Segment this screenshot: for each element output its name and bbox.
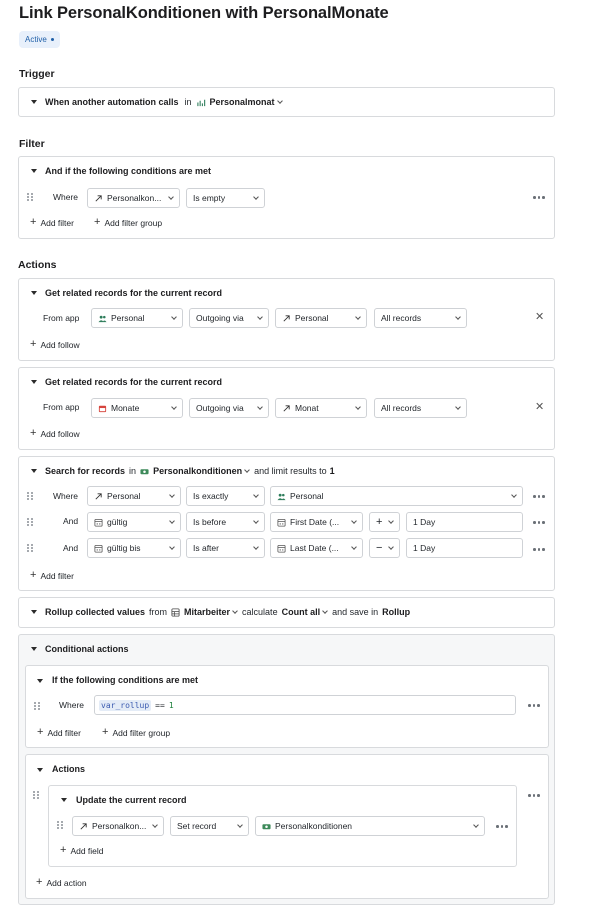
table-icon — [171, 608, 180, 617]
money-icon — [262, 822, 271, 831]
link-select[interactable]: Monat — [275, 398, 367, 418]
section-actions: Actions — [18, 259, 57, 271]
calendar-field-icon — [94, 544, 103, 553]
link-arrow-icon — [94, 492, 103, 501]
more-options-icon[interactable] — [496, 825, 508, 828]
search-field-select[interactable]: Personal — [87, 486, 181, 506]
filter-field-select[interactable]: Personalkon... — [87, 188, 180, 208]
filter-header: And if the following conditions are met — [45, 166, 211, 176]
condition-card — [25, 665, 549, 748]
collapse-icon[interactable] — [37, 768, 43, 772]
collapse-icon[interactable] — [31, 100, 37, 104]
and-label: And — [63, 516, 79, 526]
action1-header: Get related records for the current record — [45, 288, 223, 298]
calendar-field-icon — [277, 544, 286, 553]
collapse-icon[interactable] — [31, 469, 37, 473]
close-icon[interactable]: ✕ — [535, 401, 545, 413]
trigger-text: When another automation calls — [45, 97, 179, 107]
from-app-label: From app — [43, 313, 80, 323]
chevron-down-icon[interactable] — [322, 608, 328, 614]
conditional-header: Conditional actions — [45, 644, 129, 654]
update-value-select[interactable]: Personalkonditionen — [255, 816, 485, 836]
page-title: Link PersonalKonditionen with PersonalMonate — [19, 4, 389, 22]
link-select[interactable]: Personal — [275, 308, 367, 328]
search-field-select[interactable]: gültig — [87, 512, 181, 532]
people-icon — [277, 492, 286, 501]
drag-handle-icon[interactable] — [27, 193, 33, 201]
search-op-select[interactable]: Is after — [186, 538, 265, 558]
filter-op-select[interactable]: Is empty — [186, 188, 265, 208]
trigger-row — [45, 97, 285, 107]
date-value-select[interactable]: Last Date (... — [270, 538, 363, 558]
collapse-icon[interactable] — [37, 679, 43, 683]
search-field-select[interactable]: gültig bis — [87, 538, 181, 558]
where-label: Where — [53, 491, 79, 501]
drag-handle-icon[interactable] — [27, 544, 33, 552]
add-filter-button[interactable]: + Add filter — [30, 216, 74, 228]
calendar-icon — [98, 404, 107, 413]
update-record-card — [48, 785, 517, 867]
chevron-down-icon[interactable] — [244, 467, 250, 473]
via-select[interactable]: Outgoing via — [189, 308, 269, 328]
trigger-app[interactable]: Personalmonat — [209, 97, 275, 107]
people-icon — [98, 314, 107, 323]
update-header: Update the current record — [76, 795, 187, 805]
add-filter-button[interactable]: + Add filter — [30, 569, 74, 581]
close-icon[interactable]: ✕ — [535, 311, 545, 323]
add-field-button[interactable]: + Add field — [60, 844, 104, 856]
chart-app-icon — [197, 98, 206, 107]
filter-card — [18, 156, 555, 239]
chevron-down-icon[interactable] — [277, 98, 283, 104]
offset-input[interactable]: 1 Day — [406, 512, 523, 532]
calendar-field-icon — [94, 518, 103, 527]
conditional-actions-inner — [25, 754, 549, 899]
drag-handle-icon[interactable] — [33, 791, 39, 799]
add-filter-group-button[interactable]: + Add filter group — [102, 726, 171, 738]
rollup-row: Rollup collected values from Mitarbeiter calculate Count all and save in Rollup — [45, 607, 411, 617]
action2-header: Get related records for the current record — [45, 377, 223, 387]
action-get-related-2 — [18, 367, 555, 450]
collapse-icon[interactable] — [31, 647, 37, 651]
more-options-icon[interactable] — [528, 794, 540, 797]
trigger-card — [18, 87, 555, 117]
app-select[interactable]: Monate — [91, 398, 183, 418]
add-action-button[interactable]: + Add action — [36, 876, 87, 888]
collapse-icon[interactable] — [31, 291, 37, 295]
more-options-icon[interactable] — [533, 196, 545, 199]
records-select[interactable]: All records — [374, 308, 467, 328]
collapse-icon[interactable] — [31, 169, 37, 173]
search-op-select[interactable]: Is before — [186, 512, 265, 532]
drag-handle-icon[interactable] — [27, 518, 33, 526]
via-select[interactable]: Outgoing via — [189, 398, 269, 418]
action-get-related-1 — [18, 278, 555, 361]
status-dot-icon — [51, 38, 55, 42]
conditional-actions-card — [18, 634, 555, 905]
actions-subheader: Actions — [52, 764, 86, 774]
trigger-in: in — [184, 97, 192, 107]
more-options-icon[interactable] — [533, 521, 545, 524]
search-records-card — [18, 456, 555, 591]
add-follow-button[interactable]: + Add follow — [30, 338, 80, 350]
chevron-down-icon[interactable] — [232, 608, 238, 614]
rollup-card — [18, 597, 555, 628]
calendar-field-icon — [277, 518, 286, 527]
collapse-icon[interactable] — [31, 380, 37, 384]
and-label: And — [63, 543, 79, 553]
add-filter-button[interactable]: + Add filter — [37, 726, 81, 738]
link-arrow-icon — [79, 822, 88, 831]
records-select[interactable]: All records — [374, 398, 467, 418]
add-filter-group-button[interactable]: + Add filter group — [94, 216, 163, 228]
collapse-icon[interactable] — [31, 610, 37, 614]
search-value-select[interactable]: Personal — [270, 486, 523, 506]
link-arrow-icon — [94, 194, 103, 203]
link-arrow-icon — [282, 404, 291, 413]
collapse-icon[interactable] — [61, 798, 67, 802]
more-options-icon[interactable] — [533, 548, 545, 551]
search-op-select[interactable]: Is exactly — [186, 486, 265, 506]
drag-handle-icon[interactable] — [27, 492, 33, 500]
date-value-select[interactable]: First Date (... — [270, 512, 363, 532]
drag-handle-icon[interactable] — [34, 702, 40, 710]
offset-input[interactable]: 1 Day — [406, 538, 523, 558]
money-icon — [140, 467, 149, 476]
app-select[interactable]: Personal — [91, 308, 183, 328]
where-label: Where — [59, 700, 85, 710]
sign-select[interactable]: + — [369, 512, 400, 532]
more-options-icon[interactable] — [528, 704, 540, 707]
status-label: Active — [25, 35, 47, 44]
add-follow-button[interactable]: + Add follow — [30, 427, 80, 439]
more-options-icon[interactable] — [533, 495, 545, 498]
condition-header: If the following conditions are met — [52, 675, 199, 685]
search-header: Search for records in Personalkonditionen and limit results to 1 — [45, 466, 335, 476]
section-filter: Filter — [19, 138, 45, 150]
drag-handle-icon[interactable] — [57, 821, 63, 829]
where-label: Where — [53, 192, 79, 202]
update-field-select[interactable]: Personalkon... — [72, 816, 164, 836]
link-arrow-icon — [282, 314, 291, 323]
status-badge[interactable] — [19, 31, 60, 48]
update-mode-select[interactable]: Set record — [170, 816, 249, 836]
from-app-label: From app — [43, 402, 80, 412]
sign-select[interactable]: − — [369, 538, 400, 558]
condition-expression-input[interactable]: var_rollup == 1 — [94, 695, 516, 715]
section-trigger: Trigger — [19, 68, 55, 80]
